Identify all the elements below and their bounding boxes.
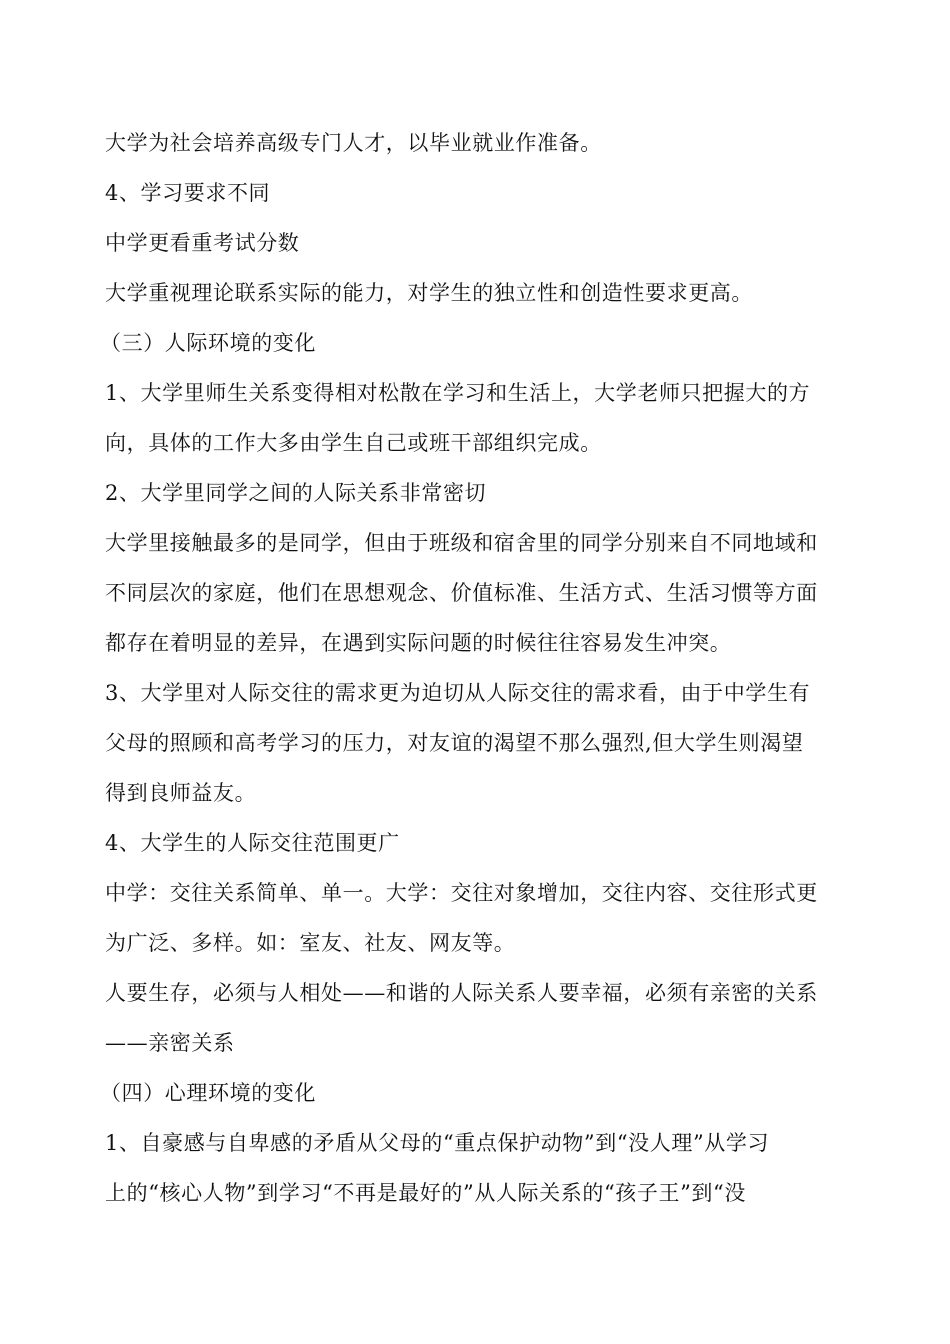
- paragraph-line: 向，具体的工作大多由学生自己或班干部组织完成。: [105, 431, 602, 455]
- numbered-item: 3、大学里对人际交往的需求更为迫切从人际交往的需求看，由于中学生有: [105, 681, 811, 705]
- paragraph-line: 父母的照顾和高考学习的压力，对友谊的渴望不那么强烈,但大学生则渴望: [105, 731, 804, 755]
- numbered-item: 4、大学生的人际交往范围更广: [105, 831, 400, 855]
- paragraph-line: 中学更看重考试分数: [105, 231, 300, 255]
- paragraph-line: 不同层次的家庭，他们在思想观念、价值标准、生活方式、生活习惯等方面: [105, 581, 818, 605]
- paragraph-line: 都存在着明显的差异，在遇到实际问题的时候往往容易发生冲突。: [105, 631, 732, 655]
- section-heading: （四）心理环境的变化: [100, 1081, 316, 1105]
- numbered-item: 1、自豪感与自卑感的矛盾从父母的“重点保护动物”到“没人理”从学习: [105, 1131, 770, 1155]
- numbered-item: 4、学习要求不同: [105, 181, 271, 205]
- section-heading: （三）人际环境的变化: [100, 331, 316, 355]
- paragraph-line: 人要生存，必须与人相处——和谐的人际关系人要幸福，必须有亲密的关系: [105, 981, 818, 1005]
- paragraph-line: 大学重视理论联系实际的能力，对学生的独立性和创造性要求更高。: [105, 281, 753, 305]
- document-body: [100, 118, 850, 1218]
- paragraph-line: 大学里接触最多的是同学，但由于班级和宿舍里的同学分别来自不同地域和: [105, 531, 818, 555]
- paragraph-line: 上的“核心人物”到学习“不再是最好的”从人际关系的“孩子王”到“没: [105, 1181, 746, 1205]
- numbered-item: 2、大学里同学之间的人际关系非常密切: [105, 481, 487, 505]
- paragraph-line: ——亲密关系: [105, 1031, 235, 1055]
- paragraph-line: 为广泛、多样。如：室友、社友、网友等。: [105, 931, 516, 955]
- paragraph-line: 中学：交往关系简单、单一。大学：交往对象增加，交往内容、交往形式更: [105, 881, 818, 905]
- paragraph-line: 大学为社会培养高级专门人才，以毕业就业作准备。: [105, 131, 602, 155]
- paragraph-line: 得到良师益友。: [105, 781, 257, 805]
- numbered-item: 1、大学里师生关系变得相对松散在学习和生活上，大学老师只把握大的方: [105, 381, 811, 405]
